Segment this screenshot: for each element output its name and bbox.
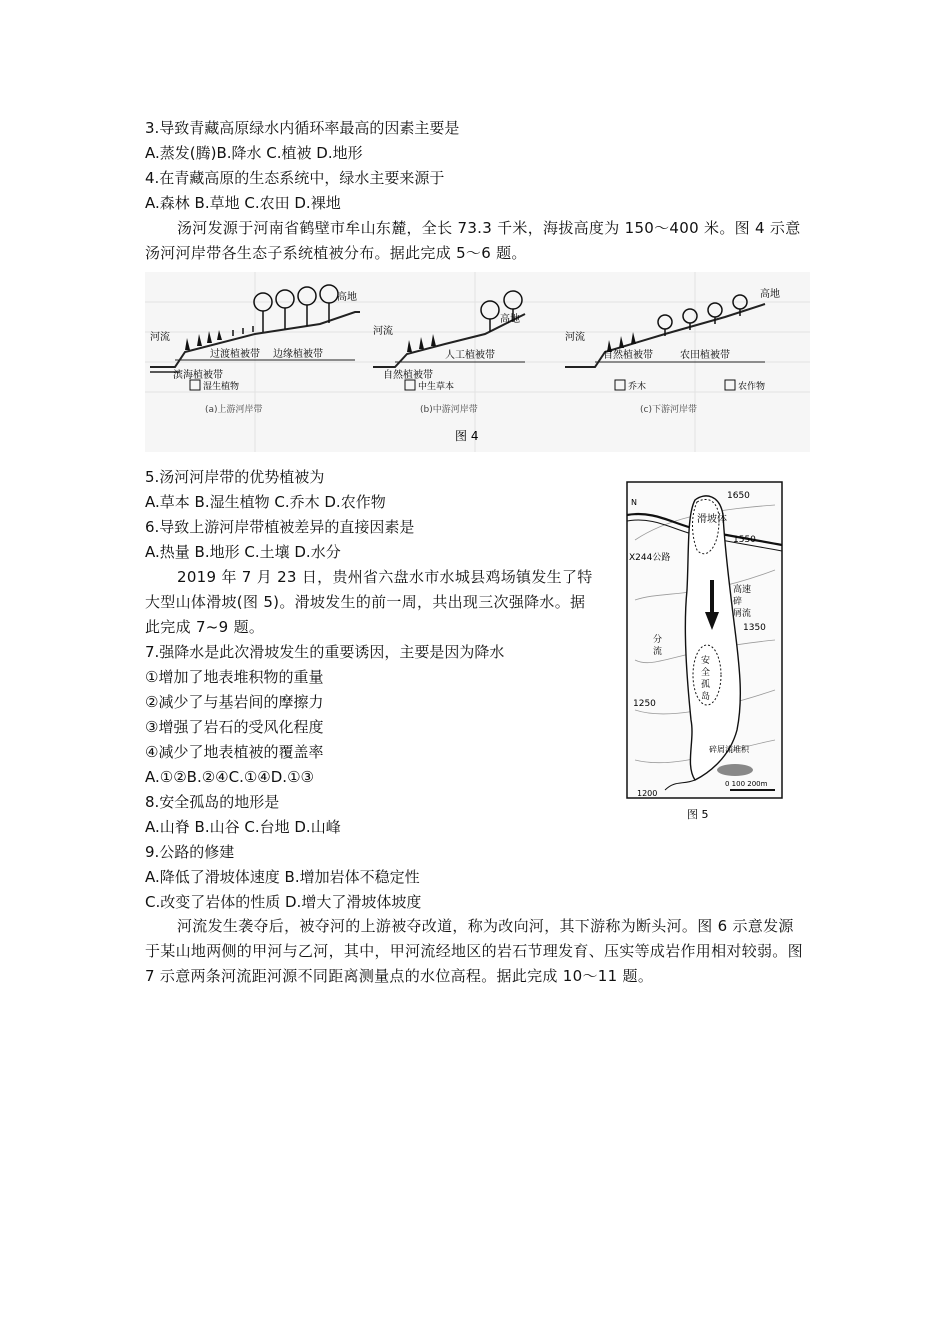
- fig4a-river: 河流: [150, 332, 170, 343]
- fig4c-river: 河流: [565, 332, 585, 343]
- q6-options: A.热量 B.地形 C.土壤 D.水分: [145, 543, 341, 561]
- fig5-branch1: 分: [653, 635, 663, 645]
- figure-5: [625, 480, 785, 825]
- intro-10-11: 河流发生袭夺后，被夺河的上游被夺改道，称为改向河，其下游称为断头河。图 6 示意发源于某山地两侧的甲河与乙河，其中，甲河流经地区的岩石节理发育、压实等成岩作用相对较弱。图 7 示意两条河流距河源不同距离测量点的水位高程。据此完成 10～11 题。: [145, 917, 803, 985]
- intro-5-6: 汤河发源于河南省鹤壁市牟山东麓，全长 73.3 千米，海拔高度为 150～400 米。图 4 示意汤河河岸带各生态子系统植被分布。据此完成 5～6 题。: [145, 219, 801, 262]
- fig5-slide: 滑坡体: [697, 514, 727, 525]
- q3-stem: 3.导致青藏高原绿水内循环率最高的因素主要是: [145, 119, 460, 137]
- fig5-c1350: 1350: [743, 623, 766, 633]
- fig5-flow1: 高速: [733, 585, 752, 595]
- q4-stem: 4.在青藏高原的生态系统中，绿水主要来源于: [145, 169, 445, 187]
- q7-options: A.①②B.②④C.①④D.①③: [145, 768, 314, 786]
- fig4b-zone1: 自然植被带: [383, 370, 433, 381]
- q9-stem: 9.公路的修建: [145, 843, 235, 861]
- fig4a-zone2: 过渡植被带: [210, 349, 260, 360]
- fig4-caption: 图 4: [455, 429, 479, 443]
- svg-text:乔木: 乔木: [628, 382, 647, 392]
- fig5-c1550: 1550: [733, 535, 756, 545]
- fig4a-zone1: 滨海植被带: [173, 370, 223, 381]
- q7-choice-4: ④减少了地表植被的覆盖率: [145, 743, 324, 761]
- fig5-road: X244公路: [629, 553, 671, 563]
- q7-stem: 7.强降水是此次滑坡发生的重要诱因，主要是因为降水: [145, 643, 505, 661]
- fig5-deposit: 碎屑流堆积: [709, 745, 749, 754]
- fig5-c1200: 1200: [637, 789, 658, 798]
- fig5-caption: 图 5: [687, 808, 709, 821]
- fig5-scale: 0 100 200m: [725, 780, 768, 788]
- q8-options: A.山脊 B.山谷 C.台地 D.山峰: [145, 818, 341, 836]
- fig5-c1250: 1250: [633, 699, 656, 709]
- fig4a-sub: (a)上游河岸带: [205, 405, 263, 415]
- fig4b-sub: (b)中游河岸带: [420, 405, 478, 415]
- fig5-branch2: 流: [653, 647, 663, 657]
- fig4a-zone3: 边缘植被带: [273, 349, 323, 360]
- fig5-island4: 岛: [701, 692, 711, 702]
- fig4c-zone1: 自然植被带: [603, 350, 653, 361]
- q5-options: A.草本 B.湿生植物 C.乔木 D.农作物: [145, 493, 386, 511]
- fig4c-highland: 高地: [760, 289, 780, 300]
- fig5-flow3: 屑流: [733, 609, 752, 619]
- figure-4: [145, 272, 810, 452]
- fig4a-highland: 高地: [337, 292, 357, 303]
- fig4b-river: 河流: [373, 326, 393, 337]
- fig5-island1: 安: [701, 656, 711, 666]
- intro-7-9: 2019 年 7 月 23 日，贵州省六盘水市水城县鸡场镇发生了特大型山体滑坡(图 5)。滑坡发生的前一周，共出现三次强降水。据此完成 7~9 题。: [145, 568, 593, 636]
- q3-options: A.蒸发(腾)B.降水 C.植被 D.地形: [145, 144, 363, 162]
- q7-choice-2: ②减少了与基岩间的摩擦力: [145, 693, 324, 711]
- fig4b-highland: 高地: [500, 314, 520, 325]
- fig5-flow2: 碎: [733, 597, 743, 607]
- fig4c-sub: (c)下游河岸带: [640, 405, 697, 415]
- q6-stem: 6.导致上游河岸带植被差异的直接因素是: [145, 518, 415, 536]
- svg-text:湿生植物: 湿生植物: [203, 382, 240, 392]
- q9-options-2: C.改变了岩体的性质 D.增大了滑坡体坡度: [145, 893, 422, 911]
- q8-stem: 8.安全孤岛的地形是: [145, 793, 280, 811]
- svg-text:农作物: 农作物: [738, 382, 766, 392]
- fig5-north: N: [631, 498, 637, 507]
- svg-text:中生草本: 中生草本: [418, 382, 455, 392]
- q5-stem: 5.汤河河岸带的优势植被为: [145, 468, 325, 486]
- fig5-island3: 孤: [701, 680, 711, 690]
- fig4c-zone2: 农田植被带: [680, 350, 730, 361]
- q7-choice-1: ①增加了地表堆积物的重量: [145, 668, 324, 686]
- q4-options: A.森林 B.草地 C.农田 D.裸地: [145, 194, 341, 212]
- q7-choice-3: ③增强了岩石的受风化程度: [145, 718, 324, 736]
- fig5-island2: 全: [701, 668, 711, 678]
- fig4b-zone2: 人工植被带: [445, 350, 495, 361]
- fig5-c1650: 1650: [727, 491, 750, 501]
- q9-options-1: A.降低了滑坡体速度 B.增加岩体不稳定性: [145, 868, 420, 886]
